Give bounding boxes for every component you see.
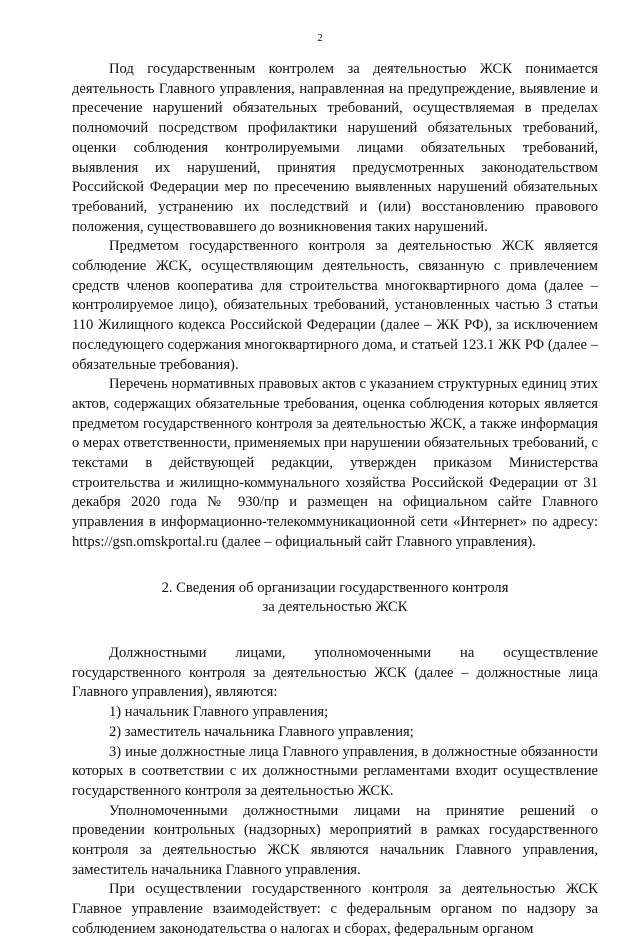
page-number: 2: [317, 32, 323, 44]
section-heading-line-2: за деятельностью ЖСК: [262, 599, 408, 616]
paragraph-normative-acts: Перечень нормативных правовых актов с указанием структурных единиц этих актов, содержащих обязательные требования, оценка соблюдения которых является предметом государственного контроля за деятельностью ЖСК, а также информация о мерах ответственности, применяемых при нарушении обязательных требований, с текстами в действующей редакции, утвержден приказом Министерства строительства и жилищно-коммунального хозяйства Российской Федерации от 31 декабря 2020 года № 930/пр и размещен на официальном сайте Главного управления в информационно-телекоммуникационной сети «Интернет» по адресу: https://gsn.omskportal.ru (далее – официальный сайт Главного управления).: [72, 376, 598, 550]
section-heading: [72, 579, 598, 618]
list-item-head: 1) начальник Главного управления;: [109, 704, 329, 721]
paragraph-officials-intro: Должностными лицами, уполномоченными на осуществление государственного контроля за деятельностью ЖСК (далее – должностные лица Главного управления), являются:: [72, 644, 598, 701]
paragraph-control-subject: Предметом государственного контроля за деятельностью ЖСК является соблюдение ЖСК, осуществляющим деятельность, связанную с привлечением средств членов кооператива для строительства многоквартирного дома (далее – контролируемое лицо), обязательных требований, установленных частью 3 статьи 110 Жилищного кодекса Российской Федерации (далее – ЖК РФ), за исключением последующего содержания многоквартирного дома, и статьей 123.1 ЖК РФ (далее – обязательные требования).: [72, 238, 598, 373]
document-body: [72, 60, 598, 940]
section-heading-line-1: 2. Сведения об организации государственного контроля: [161, 579, 509, 596]
paragraph-authorized-officials: Уполномоченными должностными лицами на принятие решений о проведении контрольных (надзорных) мероприятий в рамках государственного контроля за деятельностью ЖСК являются начальник Главного управления, заместитель начальника Главного управления.: [72, 802, 598, 878]
paragraph-control-definition: Под государственным контролем за деятельностью ЖСК понимается деятельность Главного управления, направленная на предупреждение, выявление и пресечение нарушений обязательных требований, осуществляемая в пределах полномочий посредством профилактики нарушений обязательных требований, оценки соблюдения контролируемыми лицами обязательных требований, выявления их нарушений, принятия предусмотренных законодательством Российской Федерации мер по пресечению выявленных нарушений обязательных требований, устранению их последствий и (или) восстановлению правового положения, существовавшего до возникновения таких нарушений.: [72, 61, 598, 235]
list-item-other-officials: 3) иные должностные лица Главного управления, в должностные обязанности которых в соответствии с их должностными регламентами входит осуществление государственного контроля за деятельностью ЖСК.: [72, 743, 598, 799]
list-item-deputy-head: 2) заместитель начальника Главного управления;: [109, 723, 414, 740]
paragraph-interaction: При осуществлении государственного контроля за деятельностью ЖСК Главное управление взаимодействует: с федеральным органом по надзору за соблюдением законодательства о налогах и сборах, федеральным органом: [72, 881, 598, 937]
